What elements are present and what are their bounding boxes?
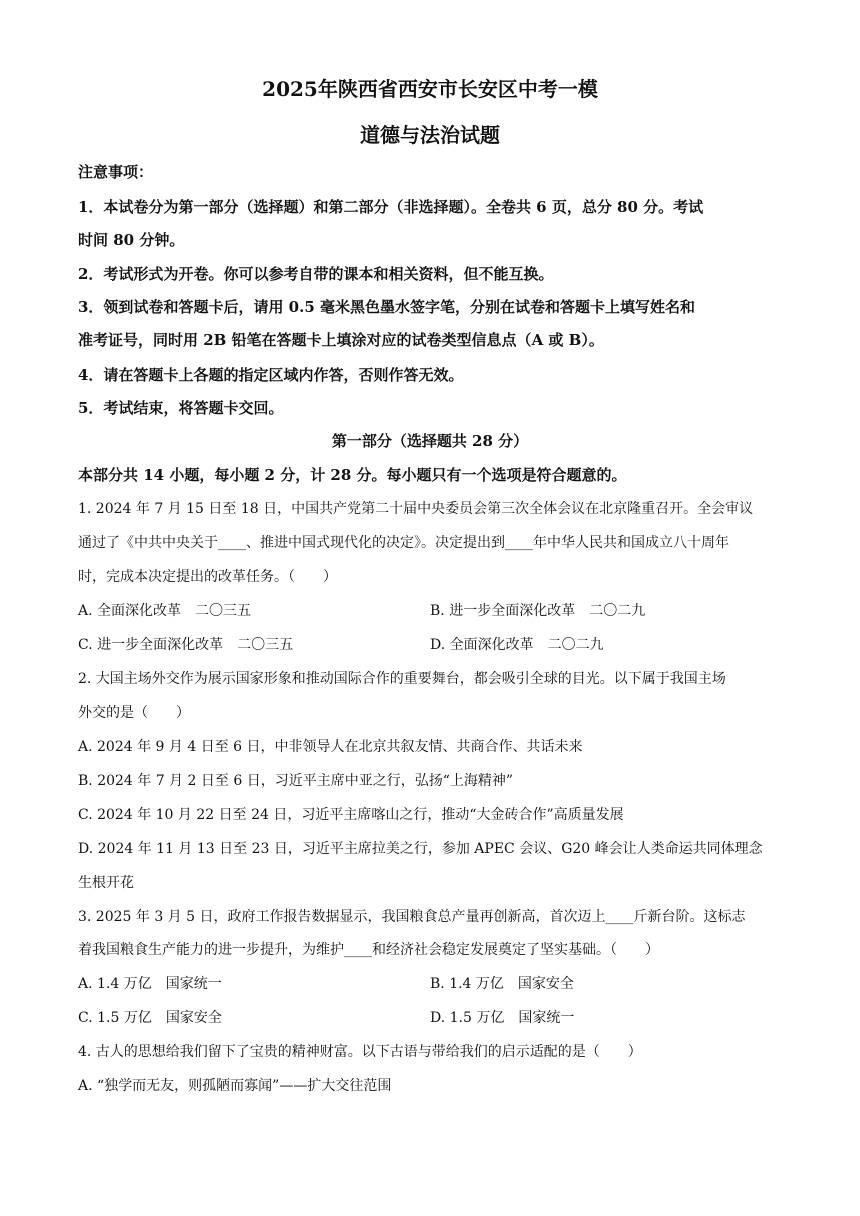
question-1-line: 时，完成本决定提出的改革任务。（ ） [78,569,337,585]
question-3-option-a: A. 1.4 万亿 国家统一 [78,976,222,992]
question-1-line: 1. 2024 年 7 月 15 日至 18 日，中国共产党第二十届中央委员会第三次全体会议在北京隆重召开。全会审议 [78,501,754,517]
question-2-option-b: B. 2024 年 7 月 2 日至 6 日，习近平主席中亚之行，弘扬“上海精神” [78,773,514,789]
exam-subtitle: 道德与法治试题 [360,123,500,147]
question-2-option-d: D. 2024 年 11 月 13 日至 23 日，习近平主席拉美之行，参加 APEC 会议、G20 峰会让人类命运共同体理念 [78,841,763,857]
notice-item: 3．领到试卷和答题卡后，请用 0.5 毫米黑色墨水签字笔，分别在试卷和答题卡上填写姓名和 [78,298,695,316]
notice-item: 5．考试结束，将答题卡交回。 [78,399,284,417]
notice-item: 准考证号，同时用 2B 铅笔在答题卡上填涂对应的试卷类型信息点（A 或 B）。 [78,331,604,349]
notice-item: 4．请在答题卡上各题的指定区域内作答，否则作答无效。 [78,366,464,384]
question-3-option-d: D. 1.5 万亿 国家统一 [430,1010,575,1026]
notice-item: 2．考试形式为开卷。你可以参考自带的课本和相关资料，但不能互换。 [78,265,554,283]
question-1-line: 通过了《中共中央关于____、推进中国式现代化的决定》。决定提出到____年中华人民共和国成立八十周年 [78,535,729,551]
question-3-line: 着我国粮食生产能力的进一步提升，为维护____和经济社会稳定发展奠定了坚实基础。（ ） [78,942,659,958]
question-1-option-b: B. 进一步全面深化改革 二〇二九 [430,603,646,619]
question-1-option-a: A. 全面深化改革 二〇三五 [78,603,252,619]
exam-title: 2025年陕西省西安市长安区中考一模 [262,77,598,101]
question-1-option-c: C. 进一步全面深化改革 二〇三五 [78,637,294,653]
notice-item: 时间 80 分钟。 [78,231,185,249]
question-4-option-a: A. “独学而无友，则孤陋而寡闻”——扩大交往范围 [78,1078,392,1094]
question-3-option-c: C. 1.5 万亿 国家安全 [78,1010,222,1026]
question-3-line: 3. 2025 年 3 月 5 日，政府工作报告数据显示，我国粮食总产量再创新高，首次迈上____斤新台阶。这标志 [78,909,746,925]
question-3-option-b: B. 1.4 万亿 国家安全 [430,976,574,992]
notice-heading: 注意事项： [78,163,154,181]
notice-item: 1．本试卷分为第一部分（选择题）和第二部分（非选择题）。全卷共 6 页，总分 80 分。考试 [78,198,704,216]
question-2-line: 2. 大国主场外交作为展示国家形象和推动国际合作的重要舞台，都会吸引全球的目光。以下属于我国主场 [78,671,726,687]
question-2-option-c: C. 2024 年 10 月 22 日至 24 日，习近平主席喀山之行，推动“大金砖合作”高质量发展 [78,807,624,823]
section-title: 第一部分（选择题共 28 分） [331,432,529,450]
section-instruction: 本部分共 14 小题，每小题 2 分，计 28 分。每小题只有一个选项是符合题意的。 [78,466,627,484]
question-2-option-d-cont: 生根开花 [78,875,134,891]
question-4-line: 4. 古人的思想给我们留下了宝贵的精神财富。以下古语与带给我们的启示适配的是（ ） [78,1044,642,1060]
question-2-option-a: A. 2024 年 9 月 4 日至 6 日，中非领导人在北京共叙友情、共商合作、共话未来 [78,739,583,755]
question-2-line: 外交的是（ ） [78,705,190,721]
question-1-option-d: D. 全面深化改革 二〇二九 [430,637,604,653]
